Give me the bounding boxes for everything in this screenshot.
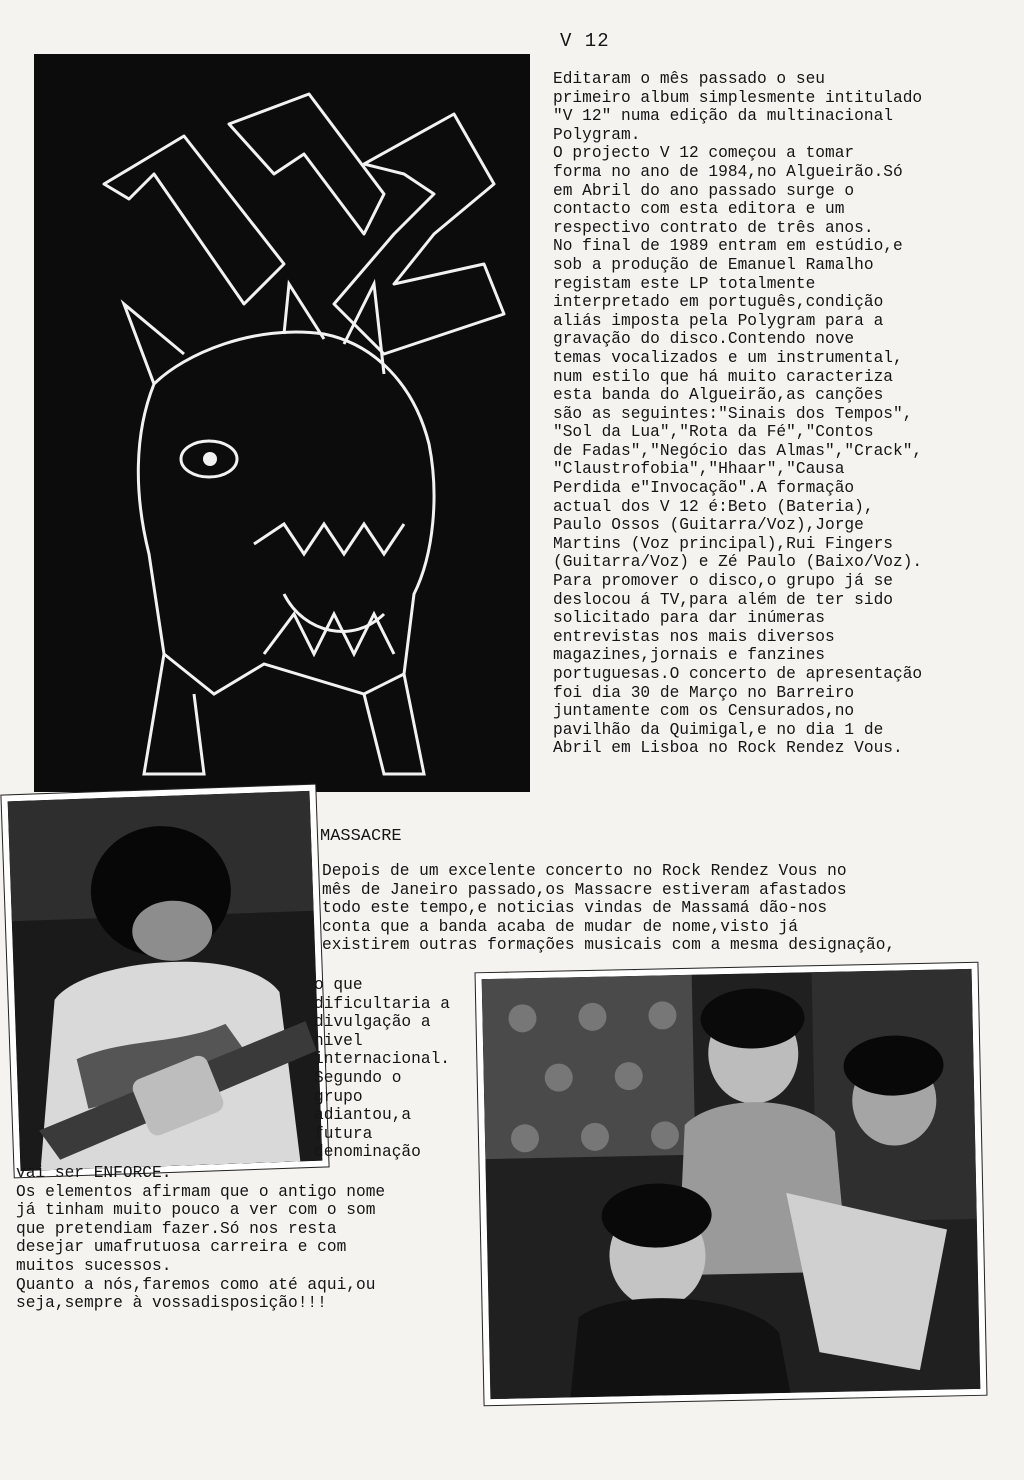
text-line: internacional.: [314, 1050, 450, 1069]
text-line: "Sol da Lua","Rota da Fé","Contos: [553, 423, 874, 442]
text-line: entrevistas nos mais diversos: [553, 627, 835, 646]
text-line: adiantou,a: [314, 1106, 412, 1125]
text-line: interpretado em português,condição: [553, 293, 884, 312]
text-line: Abril em Lisboa no Rock Rendez Vous.: [553, 739, 903, 758]
text-line: magazines,jornais e fanzines: [553, 646, 825, 665]
text-line: portuguesas.O concerto de apresentação: [553, 665, 923, 683]
text-line: vai ser ENFORCE.: [16, 1164, 172, 1182]
massacre-wide-text: [322, 862, 895, 955]
text-line: sob a produção de Emanuel Ramalho: [553, 255, 874, 274]
text-line: Depois de um excelente concerto no Rock Rendez Vous no: [322, 862, 847, 880]
text-line: temas vocalizados e um instrumental,: [553, 348, 903, 367]
text-line: registam este LP totalmente: [553, 274, 816, 293]
text-line: num estilo que há muito caracteriza: [553, 367, 893, 386]
text-line: primeiro album simplesmente intitulado: [553, 88, 923, 107]
text-line: Martins (Voz principal),Rui Fingers: [553, 534, 893, 553]
guitarist-photo: [1, 785, 328, 1178]
band-photo: [476, 963, 987, 1405]
text-line: em Abril do ano passado surge o: [553, 181, 855, 200]
text-line: Quanto a nós,faremos como até aqui,ou: [16, 1275, 376, 1294]
text-line: juntamente com os Censurados,no: [553, 702, 855, 721]
text-line: muitos sucessos.: [16, 1256, 172, 1275]
text-line: actual dos V 12 é:Beto (Bateria),: [553, 497, 874, 516]
text-line: foi dia 30 de Março no Barreiro: [553, 683, 855, 702]
text-line: grupo: [314, 1087, 363, 1106]
text-line: conta que a banda acaba de mudar de nome,visto já: [322, 917, 798, 936]
text-line: desejar umafrutuosa carreira e com: [16, 1238, 347, 1257]
text-line: solicitado para dar inúmeras: [553, 609, 825, 628]
text-line: pavilhão da Quimigal,e no dia 1 de: [553, 720, 884, 739]
massacre-heading: MASSACRE: [320, 827, 402, 846]
v12-poster-image: [34, 54, 530, 792]
text-line: nivel: [314, 1031, 363, 1050]
page-title: V 12: [560, 30, 610, 52]
text-line: são as seguintes:"Sinais dos Tempos",: [553, 404, 913, 423]
text-line: de Fadas","Negócio das Almas","Crack",: [553, 441, 923, 460]
text-line: No final de 1989 entram em estúdio,e: [553, 237, 903, 256]
text-line: Paulo Ossos (Guitarra/Voz),Jorge: [553, 516, 864, 535]
text-line: "V 12" numa edição da multinacional: [553, 107, 893, 126]
text-line: dificultaria a: [314, 994, 450, 1013]
text-line: Polygram.: [553, 125, 641, 144]
text-line: o que: [314, 976, 363, 994]
massacre-narrow-text: [314, 976, 450, 1162]
band-photo-art: [482, 969, 981, 1399]
text-line: contacto com esta editora e um: [553, 200, 845, 219]
text-line: denominação: [314, 1143, 421, 1162]
text-line: já tinham muito pouco a ver com o som: [16, 1201, 376, 1220]
text-line: mês de Janeiro passado,os Massacre estiveram afastados: [322, 880, 847, 899]
text-line: Perdida e"Invocação".A formação: [553, 479, 855, 498]
text-line: deslocou á TV,para além de ter sido: [553, 590, 893, 609]
text-line: (Guitarra/Voz) e Zé Paulo (Baixo/Voz).: [553, 553, 923, 572]
text-line: esta banda do Algueirão,as canções: [553, 386, 884, 405]
text-line: gravação do disco.Contendo nove: [553, 330, 855, 349]
text-line: que pretendiam fazer.Só nos resta: [16, 1219, 337, 1238]
text-line: Editaram o mês passado o seu: [553, 70, 825, 88]
text-line: divulgação a: [314, 1013, 431, 1032]
v12-poster-art: [34, 54, 530, 792]
text-line: existirem outras formações musicais com a mesma designação,: [322, 936, 896, 955]
text-line: Para promover o disco,o grupo já se: [553, 572, 893, 591]
text-line: futura: [314, 1124, 373, 1143]
album-article-text: [553, 70, 922, 758]
text-line: Segundo o: [314, 1068, 402, 1087]
text-line: "Claustrofobia","Hhaar","Causa: [553, 460, 845, 479]
text-line: respectivo contrato de três anos.: [553, 218, 874, 237]
text-line: forma no ano de 1984,no Algueirão.Só: [553, 162, 903, 181]
text-line: Os elementos afirmam que o antigo nome: [16, 1182, 386, 1201]
text-line: seja,sempre à vossadisposição!!!: [16, 1294, 327, 1313]
guitarist-photo-art: [8, 791, 323, 1171]
massacre-closing-text: [16, 1164, 385, 1313]
text-line: aliás imposta pela Polygram para a: [553, 311, 884, 330]
creature-pupil: [203, 452, 217, 466]
text-line: O projecto V 12 começou a tomar: [553, 144, 855, 163]
text-line: todo este tempo,e noticias vindas de Massamá dão-nos: [322, 899, 828, 918]
